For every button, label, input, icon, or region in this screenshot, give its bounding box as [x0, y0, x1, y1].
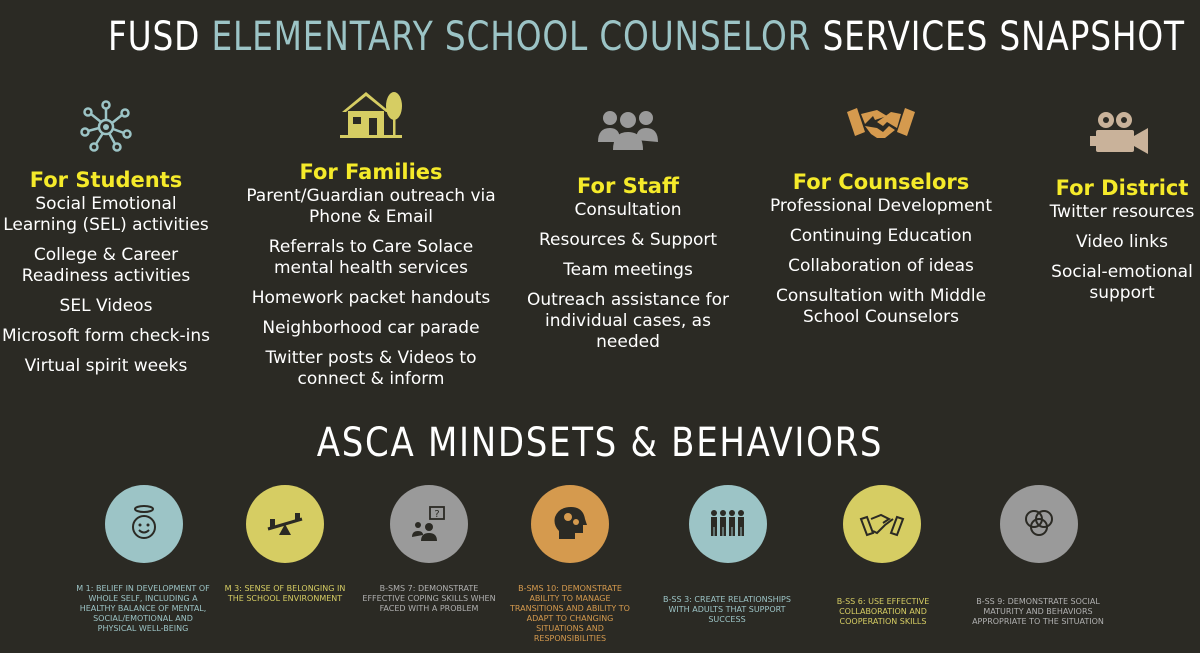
list-item: College & Career Readiness activities — [21, 245, 191, 286]
asca-heading: ASCA MINDSETS & BEHAVIORS — [316, 420, 884, 466]
heading-families: For Families — [299, 160, 443, 184]
section-students — [0, 98, 212, 377]
list-item: Social Emotional Learning (SEL) activities — [3, 194, 209, 235]
asca-caption-6: B-SS 6: USE EFFECTIVE COLLABORATION AND COOPERATION SKILLS — [836, 597, 930, 626]
section-counselors — [764, 104, 998, 328]
list-item: Consultation with Middle School Counselors — [775, 286, 987, 327]
list-item: Outreach assistance for individual cases, as needed — [527, 290, 729, 352]
asca-caption-1: M 1: BELIEF IN DEVELOPMENT OF WHOLE SELF, INCLUDING A HEALTHY BALANCE OF MENTAL, SOCIAL/EMOTIONAL AND PHYSICAL WELL-BEING — [76, 584, 210, 633]
asca-caption-7: B-SS 9: DEMONSTRATE SOCIAL MATURITY AND BEHAVIORS APPROPRIATE TO THE SITUATION — [972, 597, 1104, 626]
list-item: Virtual spirit weeks — [24, 356, 188, 376]
list-item: Parent/Guardian outreach via Phone & Email — [246, 186, 496, 227]
page-title — [108, 14, 1185, 60]
list-item: Twitter posts & Videos to connect & inform — [265, 348, 477, 389]
list-item: Professional Development — [769, 196, 992, 216]
handshake-icon — [843, 485, 921, 563]
house-icon — [338, 86, 404, 142]
list-item: Collaboration of ideas — [788, 256, 974, 276]
list-item: Video links — [1076, 232, 1168, 252]
heading-district: For District — [1055, 176, 1189, 200]
title-part-2: ELEMENTARY SCHOOL COUNSELOR — [211, 14, 812, 60]
people-row-icon — [689, 485, 767, 563]
section-families — [245, 86, 497, 390]
list-item: Social-emotional support — [1051, 262, 1193, 303]
asca-caption-3: B-SMS 7: DEMONSTRATE EFFECTIVE COPING SKILLS WHEN FACED WITH A PROBLEM — [362, 584, 496, 613]
list-item: Referrals to Care Solace mental health services — [268, 237, 474, 278]
asca-circle-5 — [689, 485, 767, 563]
svg-text:?: ? — [434, 509, 440, 520]
list-item: Homework packet handouts — [251, 288, 491, 308]
asca-circle-4 — [531, 485, 609, 563]
network-icon — [78, 98, 134, 154]
section-district — [1042, 110, 1200, 304]
handshake-icon — [847, 104, 915, 144]
section-staff — [525, 106, 731, 353]
title-part-1: FUSD — [108, 14, 212, 60]
smiley-halo-icon — [105, 485, 183, 563]
list-item: Neighborhood car parade — [262, 318, 480, 338]
heading-students: For Students — [29, 168, 183, 192]
list-item: Consultation — [574, 200, 682, 220]
list-item: Resources & Support — [538, 230, 718, 250]
asca-caption-2: M 3: SENSE OF BELONGING IN THE SCHOOL ENVIRONMENT — [224, 584, 346, 603]
video-camera-icon — [1090, 110, 1154, 156]
asca-circle-6 — [843, 485, 921, 563]
gear-head-icon — [531, 485, 609, 563]
list-item: SEL Videos — [59, 296, 153, 316]
question-person-icon — [390, 485, 468, 563]
list-item: Continuing Education — [789, 226, 973, 246]
seesaw-icon — [246, 485, 324, 563]
group-icon — [596, 106, 660, 152]
venn-icon — [1000, 485, 1078, 563]
asca-caption-4: B-SMS 10: DEMONSTRATE ABILITY TO MANAGE TRANSITIONS AND ABILITY TO ADAPT TO CHANGING SITUATIONS AND RESPONSIBILITIES — [510, 584, 630, 643]
list-item: Team meetings — [563, 260, 693, 280]
list-item: Microsoft form check-ins — [1, 326, 211, 346]
heading-counselors: For Counselors — [792, 170, 970, 194]
asca-circle-1 — [105, 485, 183, 563]
asca-circle-2 — [246, 485, 324, 563]
asca-circle-7 — [1000, 485, 1078, 563]
asca-caption-5: B-SS 3: CREATE RELATIONSHIPS WITH ADULTS THAT SUPPORT SUCCESS — [663, 595, 791, 624]
heading-staff: For Staff — [577, 174, 679, 198]
list-item: Twitter resources — [1049, 202, 1195, 222]
title-part-3: SERVICES SNAPSHOT — [811, 14, 1185, 60]
asca-circle-3 — [390, 485, 468, 563]
